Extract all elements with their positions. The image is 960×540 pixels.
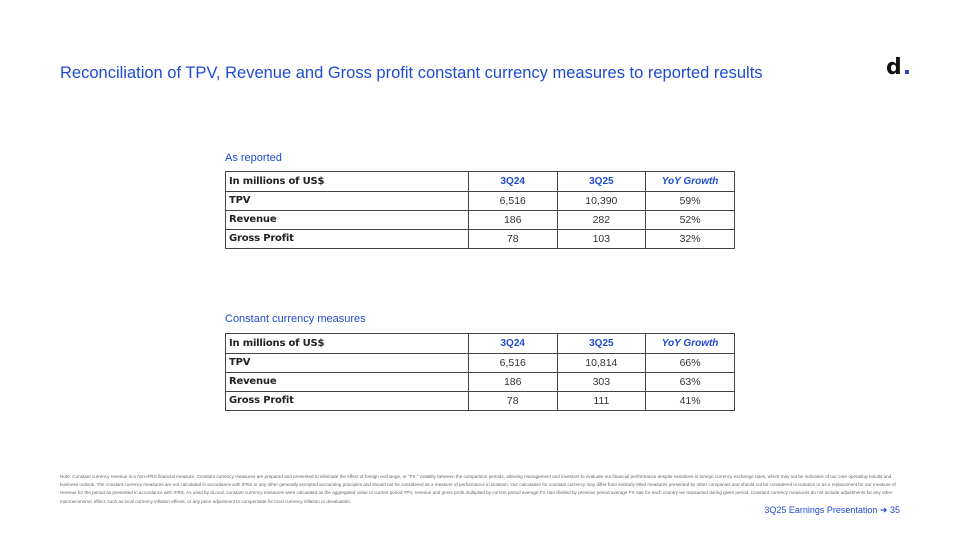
cell-value: 10,814 [557, 354, 646, 373]
row-label: Revenue [226, 373, 469, 392]
header-cell-3q25: 3Q25 [557, 334, 646, 354]
cell-value: 10,390 [557, 192, 646, 211]
cell-value: 52% [646, 211, 735, 230]
row-label: TPV [226, 192, 469, 211]
cell-value: 111 [557, 392, 646, 411]
footer-presentation-title: 3Q25 Earnings Presentation [764, 505, 878, 515]
cell-value: 78 [468, 392, 557, 411]
table-row [226, 192, 735, 211]
cell-value: 186 [468, 211, 557, 230]
constant-currency-table [225, 333, 735, 411]
table-row [226, 373, 735, 392]
cell-value: 63% [646, 373, 735, 392]
page-number: 35 [889, 505, 900, 515]
header-cell-yoy: YoY Growth [646, 172, 735, 192]
constant-currency-label: Constant currency measures [225, 313, 366, 325]
header-cell-units: In millions of US$ [226, 334, 469, 354]
table-row [226, 354, 735, 373]
header-cell-units: In millions of US$ [226, 172, 469, 192]
cell-value: 303 [557, 373, 646, 392]
cell-value: 6,516 [468, 354, 557, 373]
header-cell-3q24: 3Q24 [468, 172, 557, 192]
footer [764, 505, 900, 516]
row-label: Gross Profit [226, 392, 469, 411]
cell-value: 282 [557, 211, 646, 230]
header-cell-3q24: 3Q24 [468, 334, 557, 354]
row-label: Revenue [226, 211, 469, 230]
cell-value: 6,516 [468, 192, 557, 211]
row-label: TPV [226, 354, 469, 373]
cell-value: 32% [646, 230, 735, 249]
cell-value: 66% [646, 354, 735, 373]
table-row [226, 211, 735, 230]
cell-value: 59% [646, 192, 735, 211]
logo-dot [905, 70, 909, 74]
row-label: Gross Profit [226, 230, 469, 249]
table-row [226, 230, 735, 249]
as-reported-label: As reported [225, 152, 282, 164]
header-cell-yoy: YoY Growth [646, 334, 735, 354]
page-title: Reconciliation of TPV, Revenue and Gross profit constant currency measures to reported results [60, 64, 763, 82]
arrow-right-icon: ➜ [879, 505, 888, 515]
as-reported-table [225, 171, 735, 249]
table-row [226, 392, 735, 411]
footnote: Note: Constant currency revenue is a non-IFRS financial measure. Constant currency measures are prepared and presented to eliminate the effect of foreign exchange, or "FX," volatility between the comparison periods, allowing management and investors to evaluate our financial performance despite variations in foreign currency exchange rates, which may not be indicative of our core operating results and business outlook. The constant currency measures are not calculated in accordance with IFRS or any other generally accepted accounting principles and should not be considered as a measure of performance in isolation. Our calculation for constant currency may differ from similarly-titled measures presented by other companies and should not be considered in isolation or as a replacement for our measure of revenue for the period as presented in accordance with IFRS. As used by dLocal, constant currency measures were calculated as the aggregated value of current period TPV, revenue and gross profit multiplied by current period average FX rate divided by previous period average FX rate for each country we transacted during given period. Constant currency measures do not include adjustments for any other macroeconomic effect, such as local currency inflation effects, or any price adjustment to compensate for local currency inflation or devaluation. [60, 474, 896, 504]
cell-value: 103 [557, 230, 646, 249]
table-header-row [226, 172, 735, 192]
dlocal-logo: d [886, 55, 902, 80]
cell-value: 186 [468, 373, 557, 392]
cell-value: 41% [646, 392, 735, 411]
header-cell-3q25: 3Q25 [557, 172, 646, 192]
cell-value: 78 [468, 230, 557, 249]
table-header-row [226, 334, 735, 354]
